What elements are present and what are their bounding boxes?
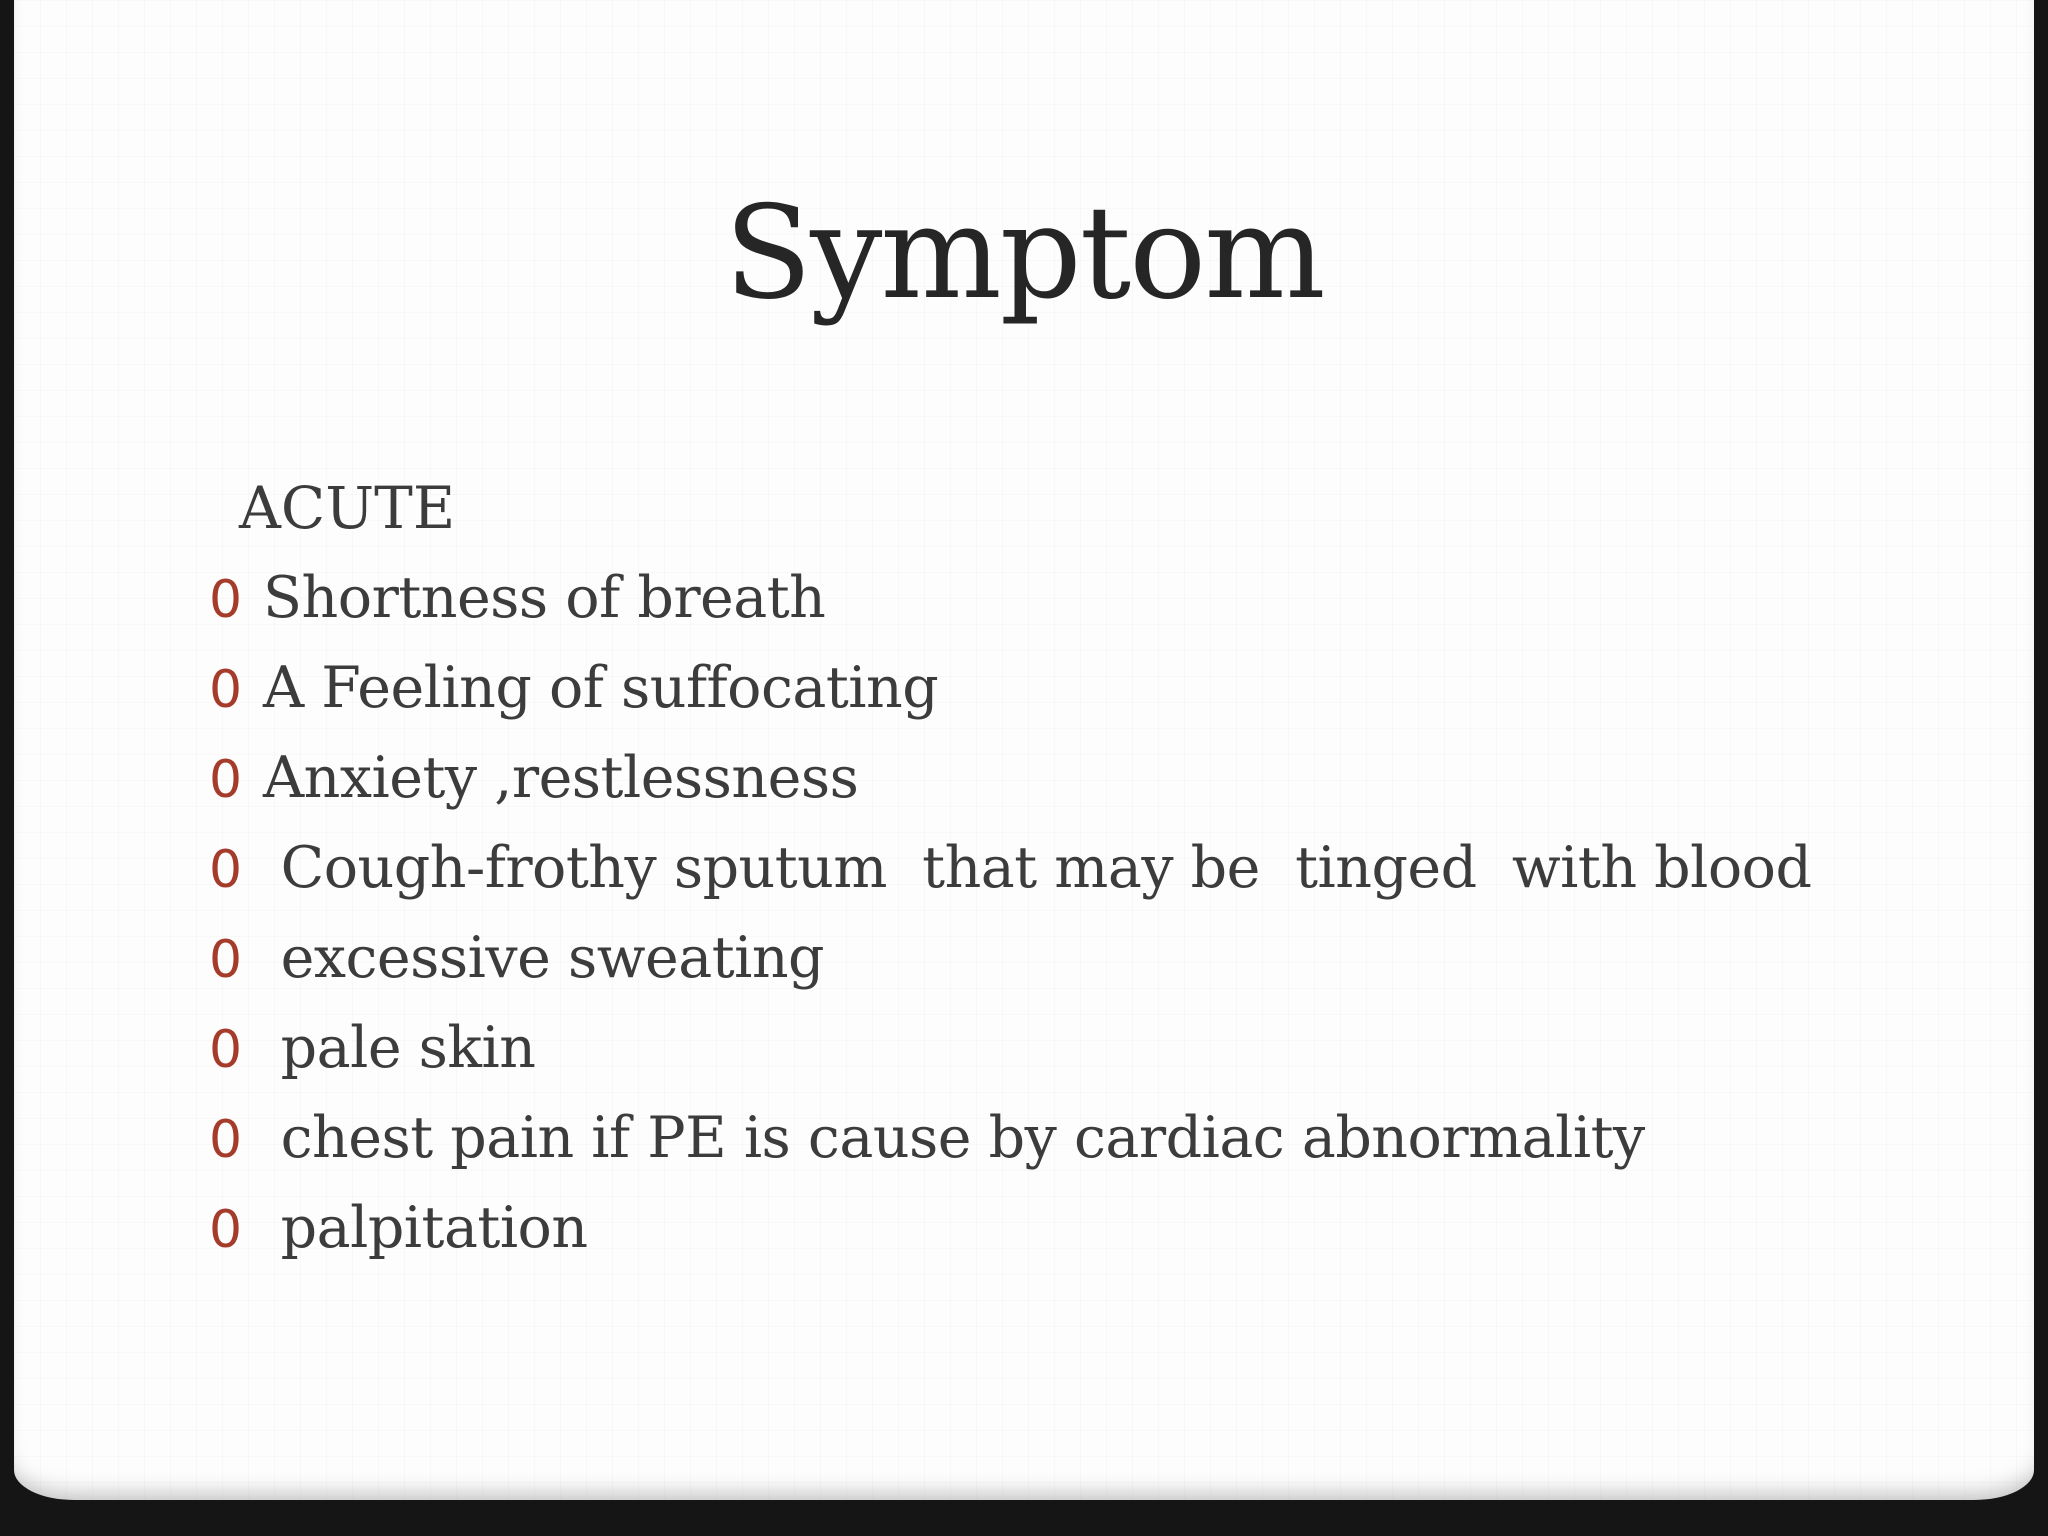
list-item — [209, 1003, 1969, 1093]
list-item-text: Shortness of breath — [263, 565, 826, 631]
list-item — [209, 823, 1969, 913]
bullet-marker: 0 — [209, 1020, 243, 1080]
list-item-text: pale skin — [263, 1015, 536, 1081]
bullet-marker: 0 — [209, 660, 243, 720]
list-item — [209, 913, 1969, 1003]
list-item — [209, 643, 1969, 733]
bullet-marker: 0 — [209, 570, 243, 630]
bullet-marker: 0 — [209, 930, 243, 990]
bullet-list — [209, 463, 1969, 1273]
slide-title: Symptom — [724, 179, 1324, 328]
list-item-text: A Feeling of suffocating — [263, 655, 939, 721]
list-item-text: Anxiety ,restlessness — [263, 745, 859, 811]
list-item-text: chest pain if PE is cause by cardiac abnormality — [263, 1105, 1645, 1171]
list-item — [209, 1183, 1969, 1273]
list-item-text: Cough-frothy sputum that may be tinged with blood — [263, 835, 1812, 901]
slide — [14, 0, 2034, 1500]
list-item — [209, 733, 1969, 823]
section-heading: ACUTE — [239, 474, 456, 542]
list-item-text: palpitation — [263, 1195, 588, 1261]
bullet-marker: 0 — [209, 1110, 243, 1170]
list-item-text: excessive sweating — [263, 925, 825, 991]
list-item — [209, 553, 1969, 643]
bullet-marker: 0 — [209, 1200, 243, 1260]
list-item — [209, 1093, 1969, 1183]
bullet-marker: 0 — [209, 750, 243, 810]
bullet-marker: 0 — [209, 840, 243, 900]
